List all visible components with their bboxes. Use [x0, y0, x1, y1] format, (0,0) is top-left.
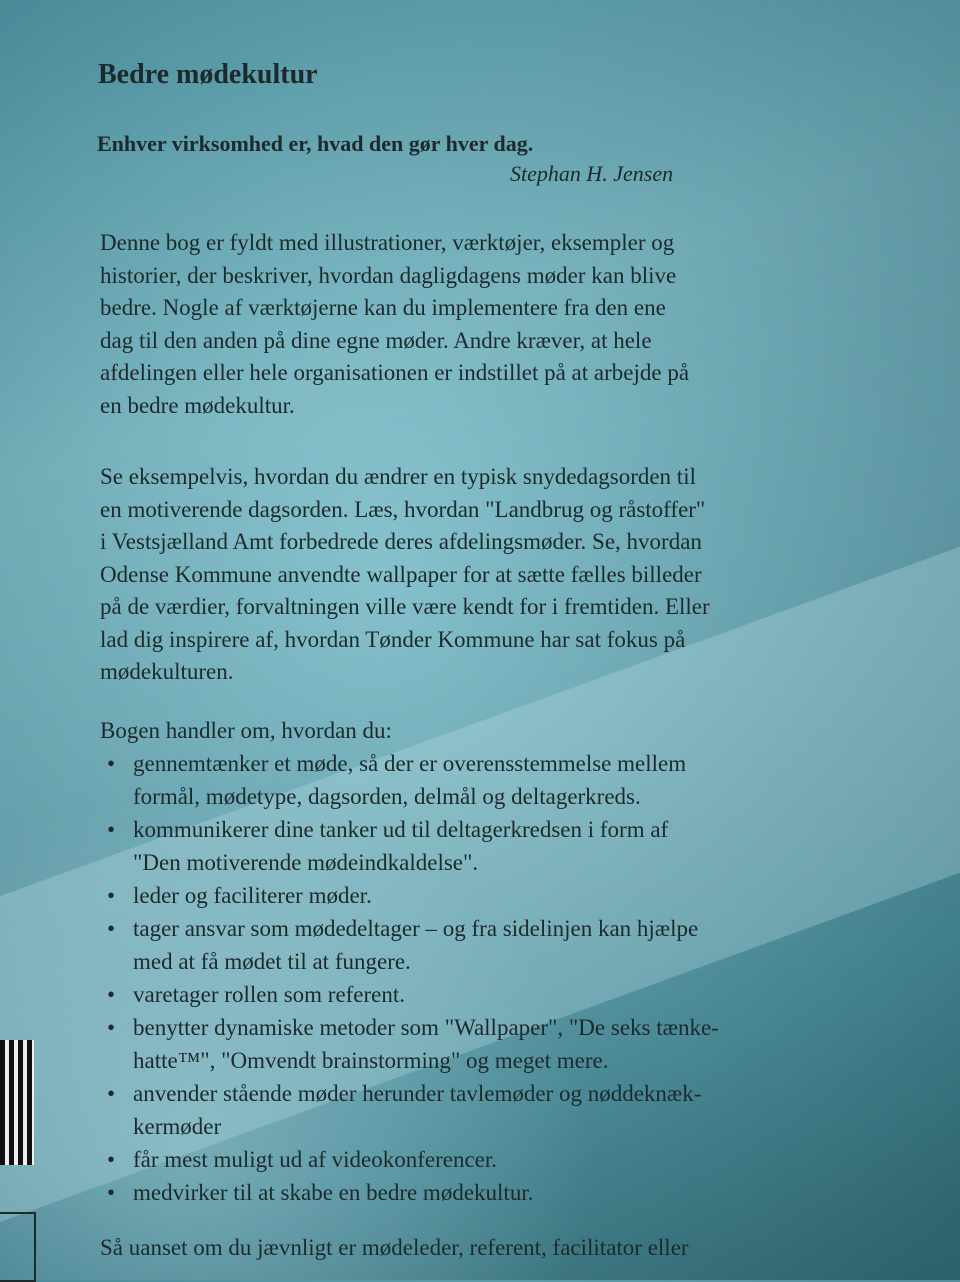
list-item: [107, 914, 699, 944]
paragraph-2-line: [100, 495, 705, 525]
text-line: lad dig inspirere af, hvordan Tønder Kommune har sat fokus på: [100, 626, 686, 652]
text-line: hatte™", "Omvendt brainstorming" og meget mere.: [133, 1048, 609, 1073]
paragraph-2-line: [100, 560, 702, 590]
paragraph-1-line: [100, 261, 676, 291]
list-item: [107, 1178, 534, 1208]
text-line: mødekulturen.: [100, 659, 234, 684]
text-line: en motiverende dagsorden. Læs, hvordan "Landbrug og råstoffer": [100, 496, 706, 522]
epigraph-author: Stephan H. Jensen: [510, 161, 674, 186]
page-title: Bedre mødekultur: [98, 59, 318, 90]
text-line: Se eksempelvis, hvordan du ændrer en typisk snydedagsorden til: [100, 464, 696, 489]
list-item: [107, 881, 372, 911]
list-item: [133, 1112, 221, 1142]
epigraph: Enhver virksomhed er, hvad den gør hver dag.: [97, 131, 534, 156]
bullet-icon: •: [107, 817, 116, 842]
list-item: [133, 947, 411, 977]
list-item: [133, 1046, 608, 1076]
bullet-icon: •: [107, 982, 116, 1007]
paragraph-1-line: [100, 228, 674, 258]
paragraph-1-line: [100, 358, 689, 388]
paragraph-1-line: [100, 391, 295, 421]
list-item: [133, 782, 641, 812]
list-item: [107, 980, 406, 1010]
text-line: på de værdier, forvaltningen ville være kendt for i fremtiden. Eller: [100, 594, 710, 619]
bullet-icon: •: [107, 751, 116, 776]
bullet-icon: •: [107, 1081, 116, 1106]
text-line: Odense Kommune anvendte wallpaper for at sætte fælles billeder: [100, 561, 702, 587]
text-line: kermøder: [133, 1114, 222, 1139]
paragraph-2-line: [100, 527, 702, 557]
paragraph-2-line: [100, 462, 696, 492]
bullet-icon: •: [107, 916, 116, 941]
text-line: bedre. Nogle af værktøjerne kan du implementere fra den ene: [100, 295, 666, 320]
list-item: [107, 1013, 719, 1043]
bullet-icon: •: [107, 883, 116, 908]
bullet-icon: •: [107, 1180, 116, 1205]
list-item: [107, 1079, 702, 1109]
list-item: [107, 749, 687, 779]
text-line: formål, mødetype, dagsorden, delmål og deltagerkreds.: [133, 784, 641, 809]
text-line: leder og faciliterer møder.: [133, 883, 372, 908]
paragraph-2-line: [100, 625, 685, 655]
text-line: en bedre mødekultur.: [100, 392, 295, 418]
text-line: dag til den anden på dine egne møder. Andre kræver, at hele: [100, 327, 652, 353]
text-line: medvirker til at skabe en bedre mødekultur.: [133, 1180, 534, 1205]
list-item: [133, 848, 478, 878]
text-line: får mest muligt ud af videokonferencer.: [133, 1147, 498, 1172]
closing-paragraph: [100, 1233, 689, 1263]
text-line: benytter dynamiske metoder som "Wallpaper", "De seks tænke-: [133, 1015, 719, 1040]
text-line: i Vestsjælland Amt forbedrede deres afdelingsmøder. Se, hvordan: [100, 529, 702, 554]
paragraph-2-line: [100, 657, 234, 687]
barcode-box: [0, 1212, 36, 1282]
text-line: gennemtænker et møde, så der er overensstemmelse mellem: [133, 751, 687, 776]
paragraph-1-line: [100, 293, 666, 323]
text-line: anvender stående møder herunder tavlemøder og nøddeknæk-: [133, 1081, 702, 1106]
text-line: med at få mødet til at fungere.: [133, 949, 411, 974]
bullet-icon: •: [107, 1015, 116, 1040]
text-line: Så uanset om du jævnligt er mødeleder, referent, facilitator eller: [100, 1235, 689, 1260]
paragraph-1-line: [100, 326, 652, 356]
text-line: tager ansvar som mødedeltager – og fra sidelinjen kan hjælpe: [133, 916, 699, 941]
text-line: historier, der beskriver, hvordan dagligdagens møder kan blive: [100, 262, 677, 288]
text-line: kommunikerer dine tanker ud til deltagerkredsen i form af: [133, 817, 669, 842]
bullet-icon: •: [107, 1147, 116, 1172]
text-line: varetager rollen som referent.: [133, 982, 406, 1007]
list-intro: [100, 716, 392, 746]
list-item: [107, 1145, 498, 1175]
text-line: Denne bog er fyldt med illustrationer, værktøjer, eksempler og: [100, 230, 675, 255]
list-item: [107, 815, 669, 845]
text-line: afdelingen eller hele organisationen er indstillet på at arbejde på: [100, 360, 690, 385]
text-line: Bogen handler om, hvordan du:: [100, 718, 392, 743]
paragraph-2-line: [100, 592, 710, 622]
text-line: "Den motiverende mødeindkaldelse".: [133, 850, 479, 875]
qr-code: [0, 1040, 34, 1165]
